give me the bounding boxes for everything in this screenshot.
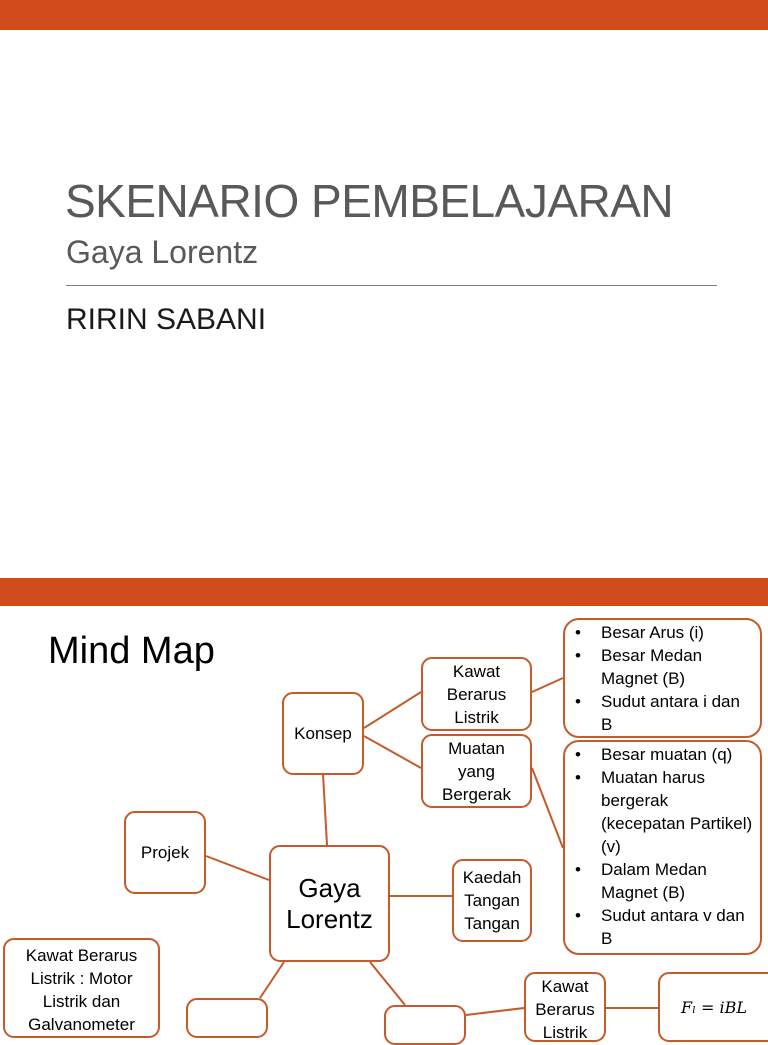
list-item: • Sudut antara i dan B (575, 690, 754, 736)
list-item: • Dalam Medan Magnet (B) (575, 858, 754, 904)
connector-center-bottom-left (260, 962, 284, 998)
node-formula (658, 972, 768, 1042)
connector-muatan-list (532, 768, 563, 848)
connector-konsep-muatan (364, 736, 421, 768)
node-muatan-yang-bergerak (421, 734, 532, 808)
node-kaedah-tangan (452, 859, 532, 942)
node-label: Projek (140, 843, 190, 862)
node-aplikasi-motor-listrik (3, 938, 160, 1038)
connector-konsep-kawat (364, 692, 421, 728)
connector-bottom-right-kawat (466, 1008, 524, 1015)
slide-subtitle: Gaya Lorentz (66, 234, 259, 270)
list-item: • Besar muatan (q) (575, 743, 754, 766)
list-item: • Besar Arus (i) (575, 621, 754, 644)
node-kawat-berarus-bottom (524, 972, 606, 1042)
node-bottom-left (186, 998, 268, 1038)
node-label: Kaedah Tangan Tangan (462, 868, 522, 933)
node-kawat-berarus-listrik (421, 657, 532, 731)
list-item: • Besar Medan Magnet (B) (575, 644, 754, 690)
author-name: RIRIN SABANI (66, 303, 267, 336)
connector-projek-center (206, 856, 269, 880)
node-label: Konsep (294, 724, 352, 743)
mind-map-title: Mind Map (48, 630, 215, 672)
node-label: Muatan yang Bergerak (442, 738, 511, 804)
list-item: • Muatan harus bergerak (kecepatan Partikel) (v) (575, 766, 754, 858)
node-konsep (282, 692, 364, 775)
list-item: • Sudut antara v dan B (575, 904, 754, 950)
connector-konsep-center (323, 774, 327, 845)
node-gaya-lorentz (269, 845, 390, 962)
node-bottom-right (384, 1005, 466, 1045)
node-projek (124, 811, 206, 894)
list-kawat-factors (563, 618, 762, 738)
list-muatan-factors (563, 740, 762, 955)
formula-text: Fₗ = iBL (680, 998, 748, 1017)
node-label: Kawat Berarus Listrik (446, 661, 507, 727)
slide-title: SKENARIO PEMBELAJARAN (65, 175, 674, 227)
node-label: Kawat Berarus Listrik (535, 977, 595, 1042)
node-label: Kawat Berarus Listrik : Motor Listrik dan Galvanometer (25, 946, 138, 1034)
node-label: Gaya Lorentz (286, 872, 373, 934)
connector-center-bottom-right (370, 962, 405, 1005)
connector-kawat-list (532, 678, 563, 692)
